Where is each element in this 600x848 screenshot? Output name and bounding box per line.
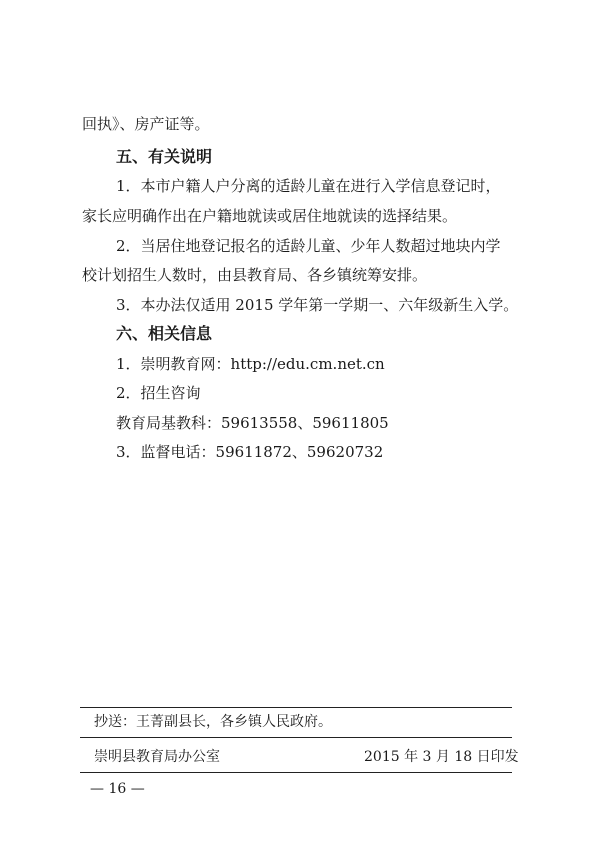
continued-text: 回执》、房产证等。 (82, 115, 210, 133)
section-5-item-1-line-1: 1．本市户籍人户分离的适龄儿童在进行入学信息登记时， (116, 177, 501, 195)
footer-top-rule (80, 707, 512, 708)
section-6-item-3: 3．监督电话：59611872、59620732 (116, 443, 384, 461)
footer-bottom-rule (80, 772, 512, 773)
section-5-heading: 五、有关说明 (116, 147, 213, 166)
section-5-item-1-line-2: 家长应明确作出在户籍地就读或居住地就读的选择结果。 (82, 207, 458, 225)
section-5-item-2-line-1: 2．当居住地登记报名的适龄儿童、少年人数超过地块内学 (116, 237, 501, 255)
section-6-item-1: 1．崇明教育网：http://edu.cm.net.cn (116, 355, 385, 373)
issue-date: 2015 年 3 月 18 日印发 (364, 749, 519, 765)
cc-line: 抄送：王菁副县长，各乡镇人民政府。 (94, 714, 332, 730)
section-5-item-3: 3．本办法仅适用 2015 学年第一学期一、六年级新生入学。 (116, 296, 519, 314)
footer-middle-rule (80, 737, 512, 738)
issuer: 崇明县教育局办公室 (94, 749, 220, 765)
section-6-item-2-detail: 教育局基教科：59613558、59611805 (116, 414, 389, 432)
page-number: — 16 — (90, 781, 145, 797)
section-6-heading: 六、相关信息 (116, 324, 213, 343)
section-5-item-2-line-2: 校计划招生人数时，由县教育局、各乡镇统筹安排。 (82, 266, 428, 284)
section-6-item-2: 2．招生咨询 (116, 384, 201, 402)
